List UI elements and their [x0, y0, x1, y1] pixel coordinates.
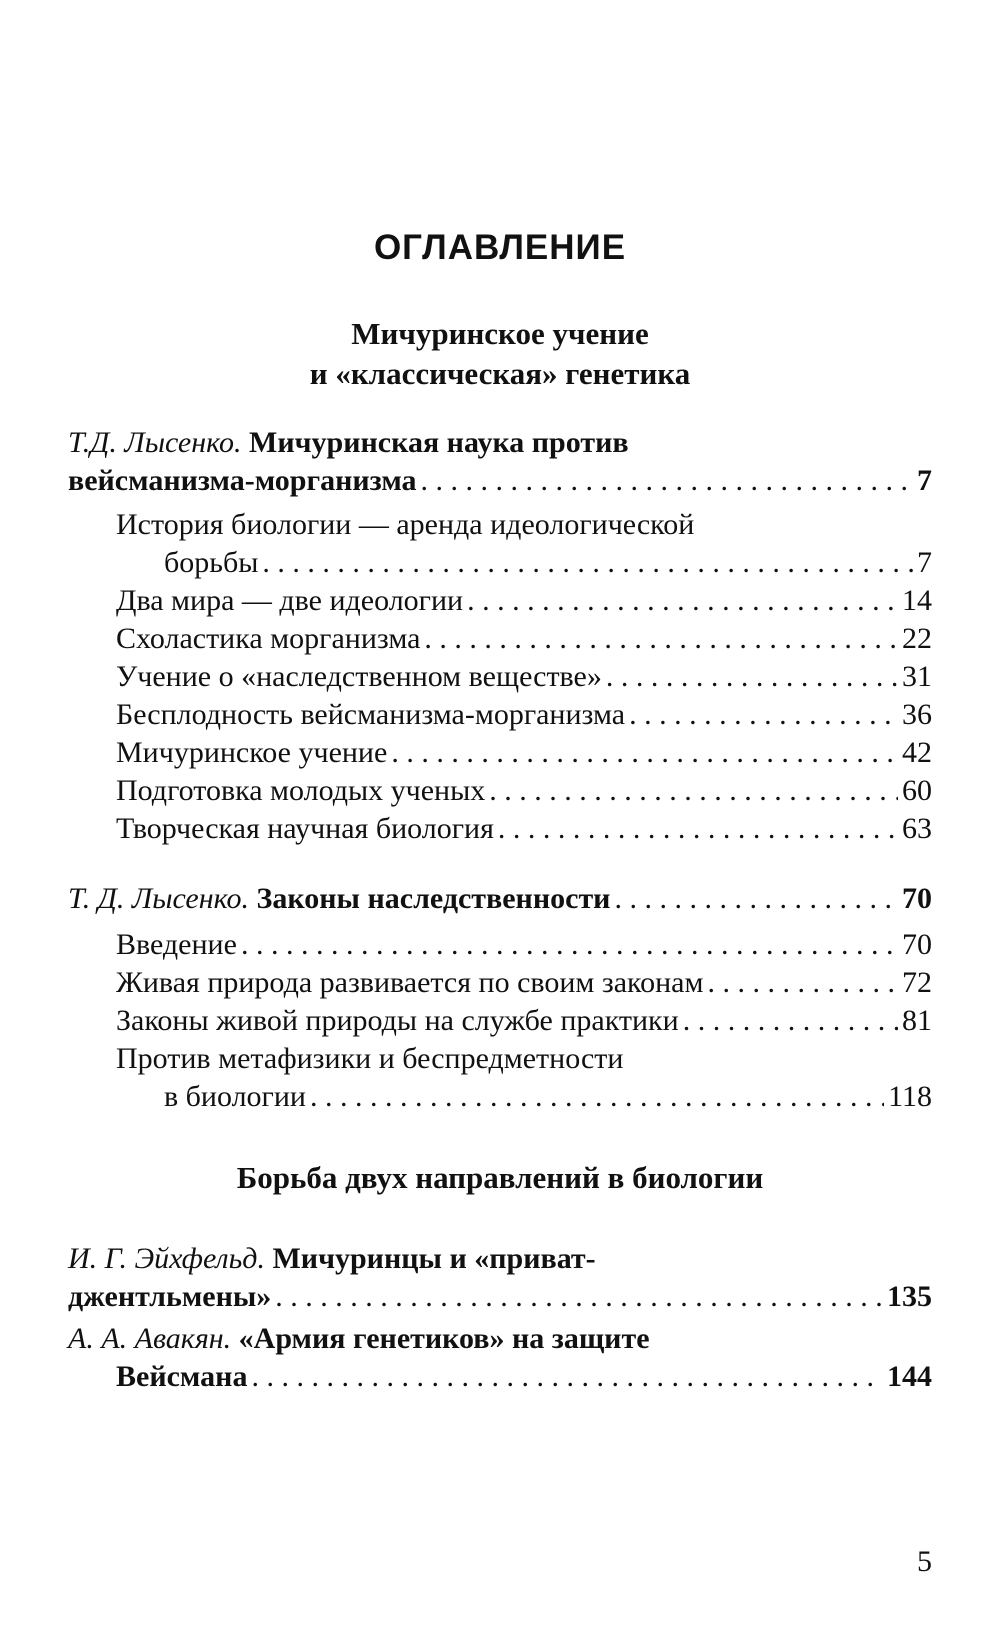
page-ref: 118: [888, 1080, 932, 1113]
page-ref: 144: [887, 1360, 932, 1393]
leader-dots: [251, 1358, 883, 1396]
page-ref: 22: [902, 622, 932, 655]
leader-dots: [629, 696, 898, 734]
section-title: Мичуринское учение и «классическая» генетика: [309, 316, 691, 391]
page-title: ОГЛАВЛЕНИЕ: [373, 228, 627, 267]
toc-entry-article[interactable]: А. А. Авакян. «Армия генетиков» на защите Вейсмана . . . 144: [68, 1320, 932, 1396]
toc-entry-article[interactable]: [68, 880, 932, 918]
toc-entry-chapter[interactable]: Подготовка молодых ученых . . . 60: [116, 772, 932, 810]
author-name: Т. Д. Лысенко.: [68, 882, 250, 915]
page-ref: 81: [902, 1004, 932, 1037]
page-number: 5: [917, 1545, 932, 1578]
author-name: А. А. Авакян.: [68, 1322, 232, 1355]
page-ref: 36: [902, 698, 932, 731]
page-ref: 31: [902, 660, 932, 693]
leader-dots: [262, 544, 913, 582]
leader-dots: [707, 964, 898, 1002]
page-ref: 135: [887, 1280, 932, 1313]
article-title: Мичуринцы и «приват-: [272, 1242, 596, 1275]
article-title: «Армия генетиков» на защите: [238, 1322, 650, 1355]
page-ref: 14: [902, 584, 932, 617]
leader-dots: [683, 1002, 898, 1040]
article-title: Законы наследственности: [256, 882, 611, 915]
leader-dots: [424, 620, 898, 658]
leader-dots: [614, 880, 898, 918]
toc-entry-chapter[interactable]: Учение о «наследственном веществе» . . . 31: [116, 658, 932, 696]
leader-dots: [498, 810, 898, 848]
toc-entry-chapter[interactable]: Законы живой природы на службе практики . . . 81: [116, 1002, 932, 1040]
leader-dots: [421, 462, 913, 500]
toc-entry-chapter[interactable]: Введение . . . 70: [116, 926, 932, 964]
toc-page: [68, 0, 932, 1647]
toc-entry-chapter[interactable]: Творческая научная биология . . . 63: [116, 810, 932, 848]
leader-dots: [275, 1278, 883, 1316]
toc-entry-article[interactable]: И. Г. Эйхфельд. Мичуринцы и «приват- джентльмены» . . . 135: [68, 1240, 932, 1316]
page-ref: 60: [902, 774, 932, 807]
toc-entry-chapter[interactable]: Против метафизики и беспредметности в биологии . . . 118: [116, 1040, 932, 1116]
leader-dots: [310, 1078, 884, 1116]
toc-entry-chapter[interactable]: История биологии — аренда идеологической борьбы . . . 7: [116, 506, 932, 582]
toc-entry-chapter[interactable]: Живая природа развивается по своим законам . . . 72: [116, 964, 932, 1002]
toc-entry-article[interactable]: Т.Д. Лысенко. Мичуринская наука против вейсманизма-морганизма . . . 7: [68, 424, 932, 500]
page-ref: 42: [902, 736, 932, 769]
toc-entry-chapter[interactable]: Схоластика морганизма . . . 22: [116, 620, 932, 658]
toc-entry-chapter[interactable]: Мичуринское учение . . . 42: [116, 734, 932, 772]
page-ref: 63: [902, 812, 932, 845]
page-ref: 7: [917, 464, 932, 497]
toc-entry-chapter[interactable]: Два мира — две идеологии . . . 14: [116, 582, 932, 620]
page-ref: 70: [902, 882, 932, 915]
article-title: Мичуринская наука против: [249, 426, 629, 459]
leader-dots: [467, 582, 898, 620]
page-ref: 7: [917, 546, 932, 579]
leader-dots: [241, 926, 898, 964]
page-ref: 70: [902, 928, 932, 961]
leader-dots: [606, 658, 898, 696]
leader-dots: [489, 772, 898, 810]
toc-entry-chapter[interactable]: Бесплодность вейсманизма-морганизма . . . 36: [116, 696, 932, 734]
leader-dots: [391, 734, 898, 772]
section-title: Борьба двух направлений в биологии: [236, 1160, 764, 1195]
author-name: Т.Д. Лысенко.: [68, 426, 242, 459]
author-name: И. Г. Эйхфельд.: [68, 1242, 265, 1275]
page-ref: 72: [902, 966, 932, 999]
